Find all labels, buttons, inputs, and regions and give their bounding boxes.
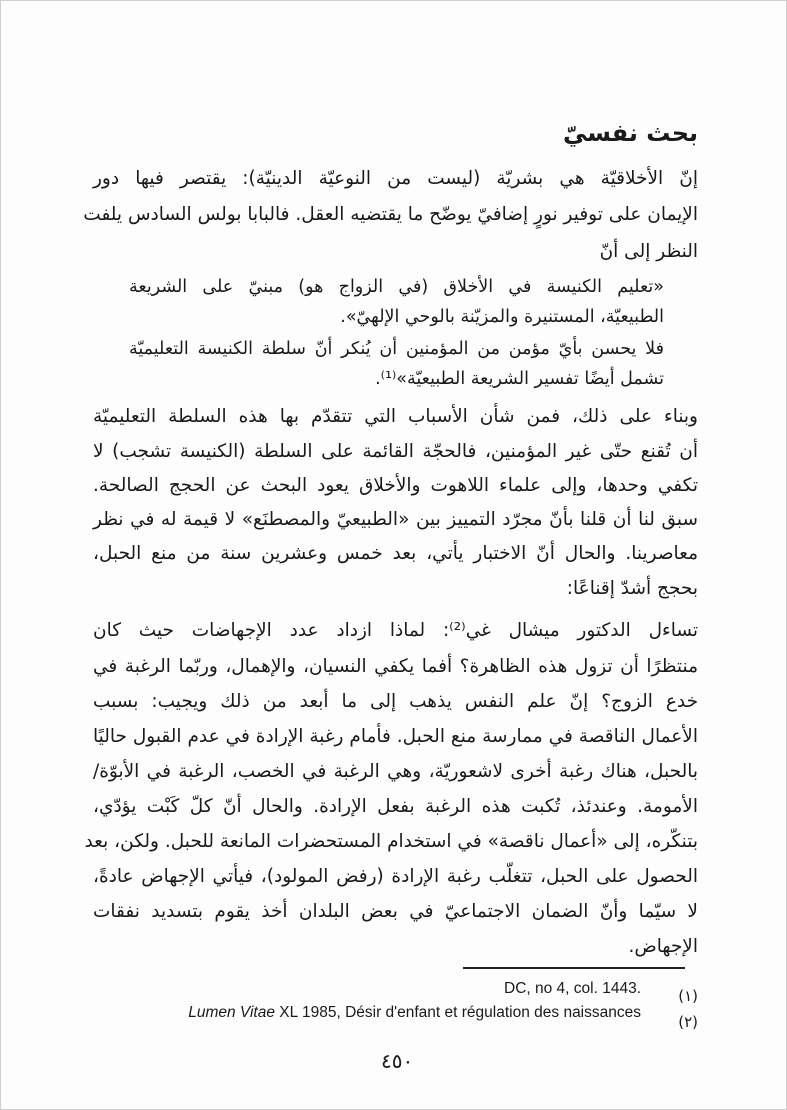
quote-line: فلا يحسن بأيّ مؤمن من المؤمنين أن يُنكر أنّ سلطة الكنيسة التعليميّة bbox=[129, 339, 664, 359]
footnote-2-journal: Lumen Vitae bbox=[188, 1004, 275, 1021]
paragraph-3-line: تساءل الدكتور ميشال غي⁽²⁾: لماذا ازداد عدد الإجهاضات حيث كان bbox=[93, 620, 698, 641]
paragraph-1-line: إنّ الأخلاقيّة هي بشريّة (ليست من النوعيّة الدينيّة): يقتصر فيها دور bbox=[93, 168, 698, 189]
paragraph-3-line: بتنكّره، إلى «أعمال ناقصة» في استخدام المستحضرات المانعة للحبل. ولكن، بعد bbox=[84, 831, 698, 852]
footnote-2-citation: XL 1985, Désir d'enfant et régulation des naissances bbox=[274, 1004, 641, 1021]
paragraph-2-line: بحجج أشدّ إقناعًا: bbox=[566, 578, 698, 599]
paragraph-2-line: تكفي وحدها، وإلى علماء اللاهوت والأخلاق يعود البحث عن الحجج الصالحة. bbox=[93, 475, 698, 496]
paragraph-3-line: لا سيّما وأنّ الضمان الاجتماعيّ في بعض البلدان أخذ يقوم بتسديد نفقات bbox=[93, 901, 698, 922]
paragraph-3-line: بالحبل، هناك رغبة أخرى لاشعوريّة، وهي الرغبة في الخصب، الرغبة في الأبوّة/ bbox=[93, 761, 698, 782]
paragraph-3-line: منتظرًا أن تزول هذه الظاهرة؟ أفما يكفي النسيان، والإهمال، وربّما الرغبة في bbox=[93, 656, 698, 677]
footnote-divider bbox=[463, 967, 685, 969]
footnote-1-text: DC, no 4, col. 1443. bbox=[504, 980, 641, 997]
paragraph-2-line: سبق لنا أن قلنا بأنّ مجرّد التمييز بين «الطبيعيّ والمصطنَع» لا قيمة له في نظر bbox=[93, 509, 698, 530]
section-title: بحث نفسيّ bbox=[562, 119, 698, 147]
paragraph-1-line: النظر إلى أنّ bbox=[599, 241, 698, 262]
paragraph-3-line: الأعمال الناقصة في ممارسة منع الحبل. فأمام رغبة الإرادة في عدم القبول حاليًا bbox=[93, 726, 698, 747]
paragraph-3-line: الحصول على الحبل، تتغلّب رغبة الإرادة (رفض المولود)، فيأتي الإجهاض عادةً، bbox=[93, 866, 698, 887]
quote-line: «تعليم الكنيسة في الأخلاق (في الزواج هو) مبنيّ على الشريعة bbox=[129, 277, 664, 297]
paragraph-3-line: الإجهاض. bbox=[628, 936, 698, 957]
footnote-2-number: (٢) bbox=[678, 1013, 698, 1031]
footnote-2-text bbox=[188, 1004, 641, 1022]
page-number: ٤٥٠ bbox=[381, 1049, 414, 1073]
quote-line: الطبيعيّة، المستنيرة والمزيّنة بالوحي الإلهيّ». bbox=[340, 307, 664, 327]
paragraph-3-line: خدع الزوج؟ إنّ علم النفس يذهب إلى ما أبعد من ذلك ويجيب: بسبب bbox=[93, 691, 698, 712]
paragraph-2-line: وبناء على ذلك، فمن شأن الأسباب التي تتقدّم بها هذه السلطة التعليميّة bbox=[93, 406, 698, 427]
paragraph-2-line: معاصرينا. والحال أنّ الاختبار يأتي، بعد خمس وعشرين سنة من منع الحبل، bbox=[93, 543, 698, 564]
paragraph-1-line: الإيمان على توفير نورٍ إضافيّ يوضّح ما يقتضيه العقل. فالبابا بولس السادس يلفت bbox=[83, 204, 698, 225]
paragraph-3-line: الأمومة. وعندئذ، تُكبت هذه الرغبة بفعل الإرادة. والحال أنّ كلّ كَبْت يؤدّي، bbox=[93, 796, 698, 817]
paragraph-2-line: أن تُقنع حتّى غير المؤمنين، فالحجّة القائمة على السلطة (الكنيسة تشجب) لا bbox=[93, 441, 698, 462]
footnote-1-number: (١) bbox=[678, 987, 698, 1005]
quote-line: تشمل أيضًا تفسير الشريعة الطبيعيّة»⁽¹⁾. bbox=[375, 369, 664, 389]
